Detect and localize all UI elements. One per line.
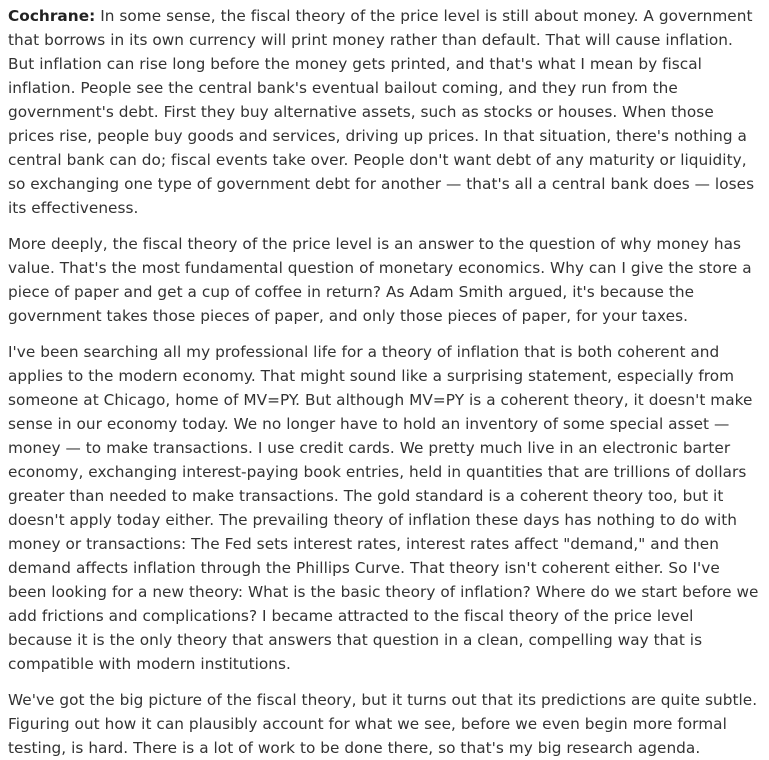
speaker-name: Cochrane: (8, 7, 96, 25)
paragraph-1-text: In some sense, the fiscal theory of the price level is still about money. A government that borrows in its own currency will print money rather than default. That will cause inflation. But inflation can rise long before the money gets printed, and that's what I mean by fiscal inflation. People see the central bank's eventual bailout coming, and they run from the government's debt. First they buy alternative assets, such as stocks or houses. When those prices rise, people buy goods and services, driving up prices. In that situation, there's nothing a central bank can do; fiscal events take over. People don't want debt of any maturity or liquidity, so exchanging one type of government debt for another — that's all a central bank does — loses its effectiveness. (8, 7, 755, 217)
paragraph-4: We've got the big picture of the fiscal theory, but it turns out that its predictions are quite subtle. Figuring out how it can plausibly account for what we see, before we even begin more formal testing, is hard. There is a lot of work to be done there, so that's my big research agenda. (8, 691, 758, 757)
paragraph-2: More deeply, the fiscal theory of the price level is an answer to the question of why money has value. That's the most fundamental question of monetary economics. Why can I give the store a piece of paper and get a cup of coffee in return? As Adam Smith argued, it's because the government takes those pieces of paper, and only those pieces of paper, for your taxes. (8, 235, 752, 325)
paragraph-1 (8, 4, 761, 220)
paragraph-3: I've been searching all my professional life for a theory of inflation that is both coherent and applies to the modern economy. That might sound like a surprising statement, especially from someone at Chicago, home of MV=PY. But although MV=PY is a coherent theory, it doesn't make sense in our economy today. We no longer have to hold an inventory of some special asset — money — to make transactions. I use credit cards. We pretty much live in an electronic barter economy, exchanging interest-paying book entries, held in quantities that are trillions of dollars greater than needed to make transactions. The gold standard is a coherent theory too, but it doesn't apply today either. The prevailing theory of inflation these days has nothing to do with money or transactions: The Fed sets interest rates, interest rates affect "demand," and then demand affects inflation through the Phillips Curve. That theory isn't coherent either. So I've been looking for a new theory: What is the basic theory of inflation? Where do we start before we add frictions and complications? I became attracted to the fiscal theory of the price level because it is the only theory that answers that question in a clean, compelling way that is compatible with modern institutions. (8, 343, 759, 673)
